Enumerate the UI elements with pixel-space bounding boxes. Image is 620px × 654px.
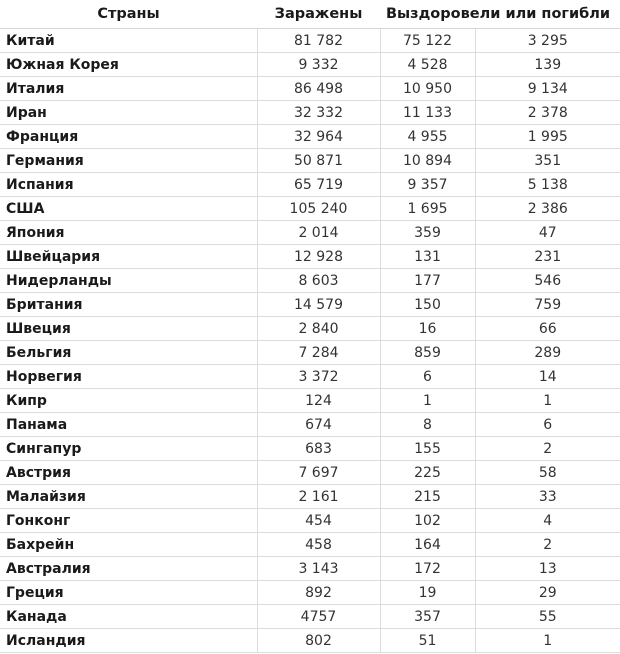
- country-cell: Иран: [0, 101, 257, 125]
- country-cell: Германия: [0, 149, 257, 173]
- recovered-cell: 150: [380, 293, 475, 317]
- infected-cell: 105 240: [257, 197, 380, 221]
- country-cell: Норвегия: [0, 365, 257, 389]
- country-cell: Исландия: [0, 629, 257, 653]
- country-cell: Япония: [0, 221, 257, 245]
- table-row: [0, 173, 620, 197]
- country-cell: Швеция: [0, 317, 257, 341]
- recovered-cell: 1 695: [380, 197, 475, 221]
- table-row: [0, 269, 620, 293]
- country-cell: Бельгия: [0, 341, 257, 365]
- infected-cell: 7 697: [257, 461, 380, 485]
- recovered-cell: 6: [380, 365, 475, 389]
- died-cell: 1: [475, 629, 620, 653]
- table-row: [0, 293, 620, 317]
- table-row: [0, 317, 620, 341]
- infected-cell: 4757: [257, 605, 380, 629]
- died-cell: 139: [475, 53, 620, 77]
- header-row: [0, 0, 620, 29]
- table-row: [0, 533, 620, 557]
- country-cell: США: [0, 197, 257, 221]
- table-row: [0, 125, 620, 149]
- country-cell: Испания: [0, 173, 257, 197]
- died-cell: 2 386: [475, 197, 620, 221]
- died-cell: 66: [475, 317, 620, 341]
- infected-cell: 3 372: [257, 365, 380, 389]
- table-row: [0, 581, 620, 605]
- infected-cell: 14 579: [257, 293, 380, 317]
- recovered-cell: 16: [380, 317, 475, 341]
- table-row: [0, 53, 620, 77]
- table-row: [0, 29, 620, 53]
- recovered-cell: 19: [380, 581, 475, 605]
- header-infected: Заражены: [257, 0, 380, 29]
- country-cell: Сингапур: [0, 437, 257, 461]
- table-row: [0, 341, 620, 365]
- recovered-cell: 75 122: [380, 29, 475, 53]
- country-cell: Италия: [0, 77, 257, 101]
- country-cell: Малайзия: [0, 485, 257, 509]
- table-row: [0, 461, 620, 485]
- died-cell: 4: [475, 509, 620, 533]
- infected-cell: 892: [257, 581, 380, 605]
- country-cell: Швейцария: [0, 245, 257, 269]
- died-cell: 2: [475, 437, 620, 461]
- infected-cell: 8 603: [257, 269, 380, 293]
- died-cell: 14: [475, 365, 620, 389]
- infected-cell: 50 871: [257, 149, 380, 173]
- infected-cell: 86 498: [257, 77, 380, 101]
- recovered-cell: 177: [380, 269, 475, 293]
- recovered-cell: 164: [380, 533, 475, 557]
- country-cell: Канада: [0, 605, 257, 629]
- infected-cell: 454: [257, 509, 380, 533]
- infected-cell: 683: [257, 437, 380, 461]
- recovered-cell: 359: [380, 221, 475, 245]
- country-cell: Гонконг: [0, 509, 257, 533]
- recovered-cell: 11 133: [380, 101, 475, 125]
- recovered-cell: 225: [380, 461, 475, 485]
- infected-cell: 81 782: [257, 29, 380, 53]
- died-cell: 33: [475, 485, 620, 509]
- header-outcome: Выздоровели или погибли: [380, 0, 620, 29]
- infected-cell: 32 964: [257, 125, 380, 149]
- country-cell: Кипр: [0, 389, 257, 413]
- died-cell: 289: [475, 341, 620, 365]
- country-cell: Австрия: [0, 461, 257, 485]
- infected-cell: 2 161: [257, 485, 380, 509]
- country-cell: Австралия: [0, 557, 257, 581]
- table-row: [0, 221, 620, 245]
- country-cell: Греция: [0, 581, 257, 605]
- table-header: [0, 0, 620, 29]
- header-country: Страны: [0, 0, 257, 29]
- recovered-cell: 9 357: [380, 173, 475, 197]
- recovered-cell: 155: [380, 437, 475, 461]
- table-row: [0, 605, 620, 629]
- infected-cell: 65 719: [257, 173, 380, 197]
- recovered-cell: 859: [380, 341, 475, 365]
- country-cell: Франция: [0, 125, 257, 149]
- recovered-cell: 10 894: [380, 149, 475, 173]
- infected-cell: 7 284: [257, 341, 380, 365]
- infected-cell: 2 014: [257, 221, 380, 245]
- died-cell: 6: [475, 413, 620, 437]
- infected-cell: 32 332: [257, 101, 380, 125]
- table-row: [0, 77, 620, 101]
- died-cell: 58: [475, 461, 620, 485]
- country-cell: Южная Корея: [0, 53, 257, 77]
- infected-cell: 3 143: [257, 557, 380, 581]
- table-row: [0, 245, 620, 269]
- recovered-cell: 1: [380, 389, 475, 413]
- recovered-cell: 10 950: [380, 77, 475, 101]
- infected-cell: 458: [257, 533, 380, 557]
- table-row: [0, 437, 620, 461]
- infected-cell: 2 840: [257, 317, 380, 341]
- table-row: [0, 101, 620, 125]
- infected-cell: 124: [257, 389, 380, 413]
- died-cell: 9 134: [475, 77, 620, 101]
- table-row: [0, 365, 620, 389]
- recovered-cell: 51: [380, 629, 475, 653]
- table-row: [0, 485, 620, 509]
- table-row: [0, 413, 620, 437]
- infected-cell: 674: [257, 413, 380, 437]
- infected-cell: 802: [257, 629, 380, 653]
- table-row: [0, 197, 620, 221]
- country-cell: Британия: [0, 293, 257, 317]
- died-cell: 546: [475, 269, 620, 293]
- died-cell: 231: [475, 245, 620, 269]
- recovered-cell: 8: [380, 413, 475, 437]
- country-cell: Нидерланды: [0, 269, 257, 293]
- recovered-cell: 215: [380, 485, 475, 509]
- table-row: [0, 557, 620, 581]
- died-cell: 2 378: [475, 101, 620, 125]
- recovered-cell: 172: [380, 557, 475, 581]
- table-row: [0, 629, 620, 653]
- died-cell: 5 138: [475, 173, 620, 197]
- died-cell: 759: [475, 293, 620, 317]
- died-cell: 13: [475, 557, 620, 581]
- recovered-cell: 4 528: [380, 53, 475, 77]
- table-row: [0, 389, 620, 413]
- table-row: [0, 509, 620, 533]
- died-cell: 1: [475, 389, 620, 413]
- died-cell: 29: [475, 581, 620, 605]
- country-cell: Бахрейн: [0, 533, 257, 557]
- infected-cell: 9 332: [257, 53, 380, 77]
- table-row: [0, 149, 620, 173]
- died-cell: 2: [475, 533, 620, 557]
- died-cell: 3 295: [475, 29, 620, 53]
- recovered-cell: 4 955: [380, 125, 475, 149]
- recovered-cell: 357: [380, 605, 475, 629]
- recovered-cell: 102: [380, 509, 475, 533]
- died-cell: 47: [475, 221, 620, 245]
- infected-cell: 12 928: [257, 245, 380, 269]
- died-cell: 1 995: [475, 125, 620, 149]
- died-cell: 55: [475, 605, 620, 629]
- recovered-cell: 131: [380, 245, 475, 269]
- country-cell: Китай: [0, 29, 257, 53]
- table-body: [0, 29, 620, 653]
- died-cell: 351: [475, 149, 620, 173]
- country-cell: Панама: [0, 413, 257, 437]
